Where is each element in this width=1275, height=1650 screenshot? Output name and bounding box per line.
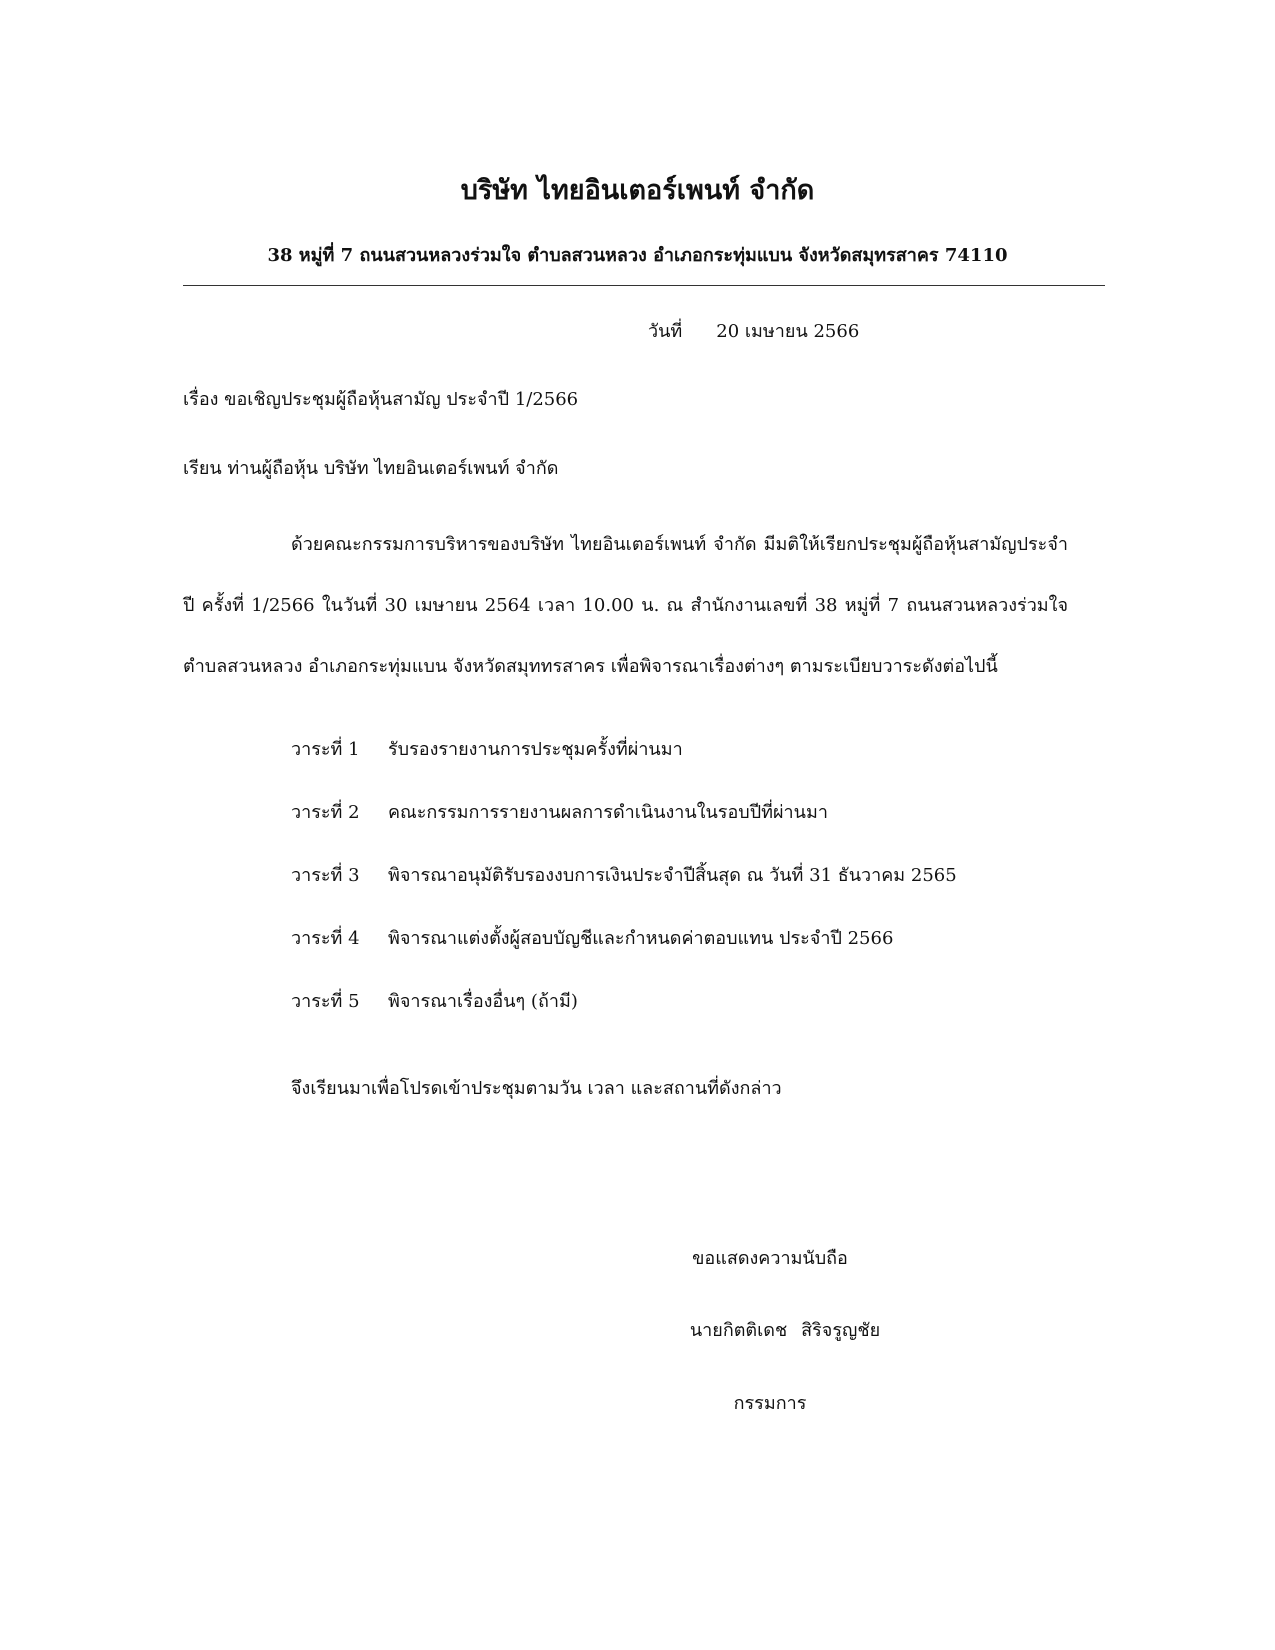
company-address: 38 หมู่ที่ 7 ถนนสวนหลวงร่วมใจ ตำบลสวนหลวง อำเภอกระทุ่มแบน จังหวัดสมุทรสาคร 74110 <box>267 245 1008 266</box>
agenda-list <box>291 734 957 1049</box>
agenda-text: คณะกรรมการรายงานผลการดำเนินงานในรอบปีที่ผ่านมา <box>388 802 828 823</box>
letter-date <box>648 316 859 345</box>
date-label: วันที่ <box>648 321 683 342</box>
agenda-item <box>291 986 957 1049</box>
agenda-number: วาระที่ 4 <box>291 928 360 949</box>
letter-salutation: เรียน ท่านผู้ถือหุ้น บริษัท ไทยอินเตอร์เพนท์ จำกัด <box>183 458 559 479</box>
agenda-text: พิจารณาอนุมัติรับรองงบการเงินประจำปีสิ้นสุด ณ วันที่ 31 ธันวาคม 2565 <box>388 865 957 886</box>
signer-name <box>620 1315 950 1344</box>
agenda-number: วาระที่ 3 <box>291 865 360 886</box>
date-value: 20 เมษายน 2566 <box>716 321 860 342</box>
agenda-item <box>291 797 957 860</box>
agenda-item <box>291 860 957 923</box>
agenda-number: วาระที่ 2 <box>291 802 360 823</box>
company-name: บริษัท ไทยอินเตอร์เพนท์ จำกัด <box>460 175 815 206</box>
header-divider <box>183 285 1105 286</box>
agenda-item <box>291 734 957 797</box>
signer-title: กรรมการ <box>733 1393 807 1414</box>
agenda-item <box>291 923 957 986</box>
letter-subject: เรื่อง ขอเชิญประชุมผู้ถือหุ้นสามัญ ประจำปี 1/2566 <box>183 389 579 410</box>
signer-last-name: สิริจรูญชัย <box>801 1320 881 1341</box>
agenda-text: รับรองรายงานการประชุมครั้งที่ผ่านมา <box>388 739 683 760</box>
letter-body <box>183 514 1068 697</box>
agenda-text: พิจารณาเรื่องอื่นๆ (ถ้ามี) <box>388 991 578 1012</box>
agenda-number: วาระที่ 5 <box>291 991 360 1012</box>
agenda-text: พิจารณาแต่งตั้งผู้สอบบัญชีและกำหนดค่าตอบแทน ประจำปี 2566 <box>388 928 894 949</box>
letter-body-text: ด้วยคณะกรรมการบริหารของบริษัท ไทยอินเตอร์เพนท์ จำกัด มีมติให้เรียกประชุมผู้ถือหุ้นสามัญประจำปี ครั้งที่ 1/2566 ในวันที่ 30 เมษายน 2564 เวลา 10.00 น. ณ สำนักงานเลขที่ 38 หมู่ที่ 7 ถนนสวนหลวงร่วมใจ ตำบลสวนหลวง อำเภอกระทุ่มแบน จังหวัดสมุททรสาคร เพื่อพิจารณาเรื่องต่างๆ ตามระเบียบวาระดังต่อไปนี้ <box>183 534 1068 677</box>
closing-sentence: จึงเรียนมาเพื่อโปรดเข้าประชุมตามวัน เวลา และสถานที่ดังกล่าว <box>291 1078 782 1099</box>
complimentary-close: ขอแสดงความนับถือ <box>692 1248 848 1269</box>
agenda-number: วาระที่ 1 <box>291 739 360 760</box>
signer-first-name: นายกิตติเดช <box>689 1320 788 1341</box>
